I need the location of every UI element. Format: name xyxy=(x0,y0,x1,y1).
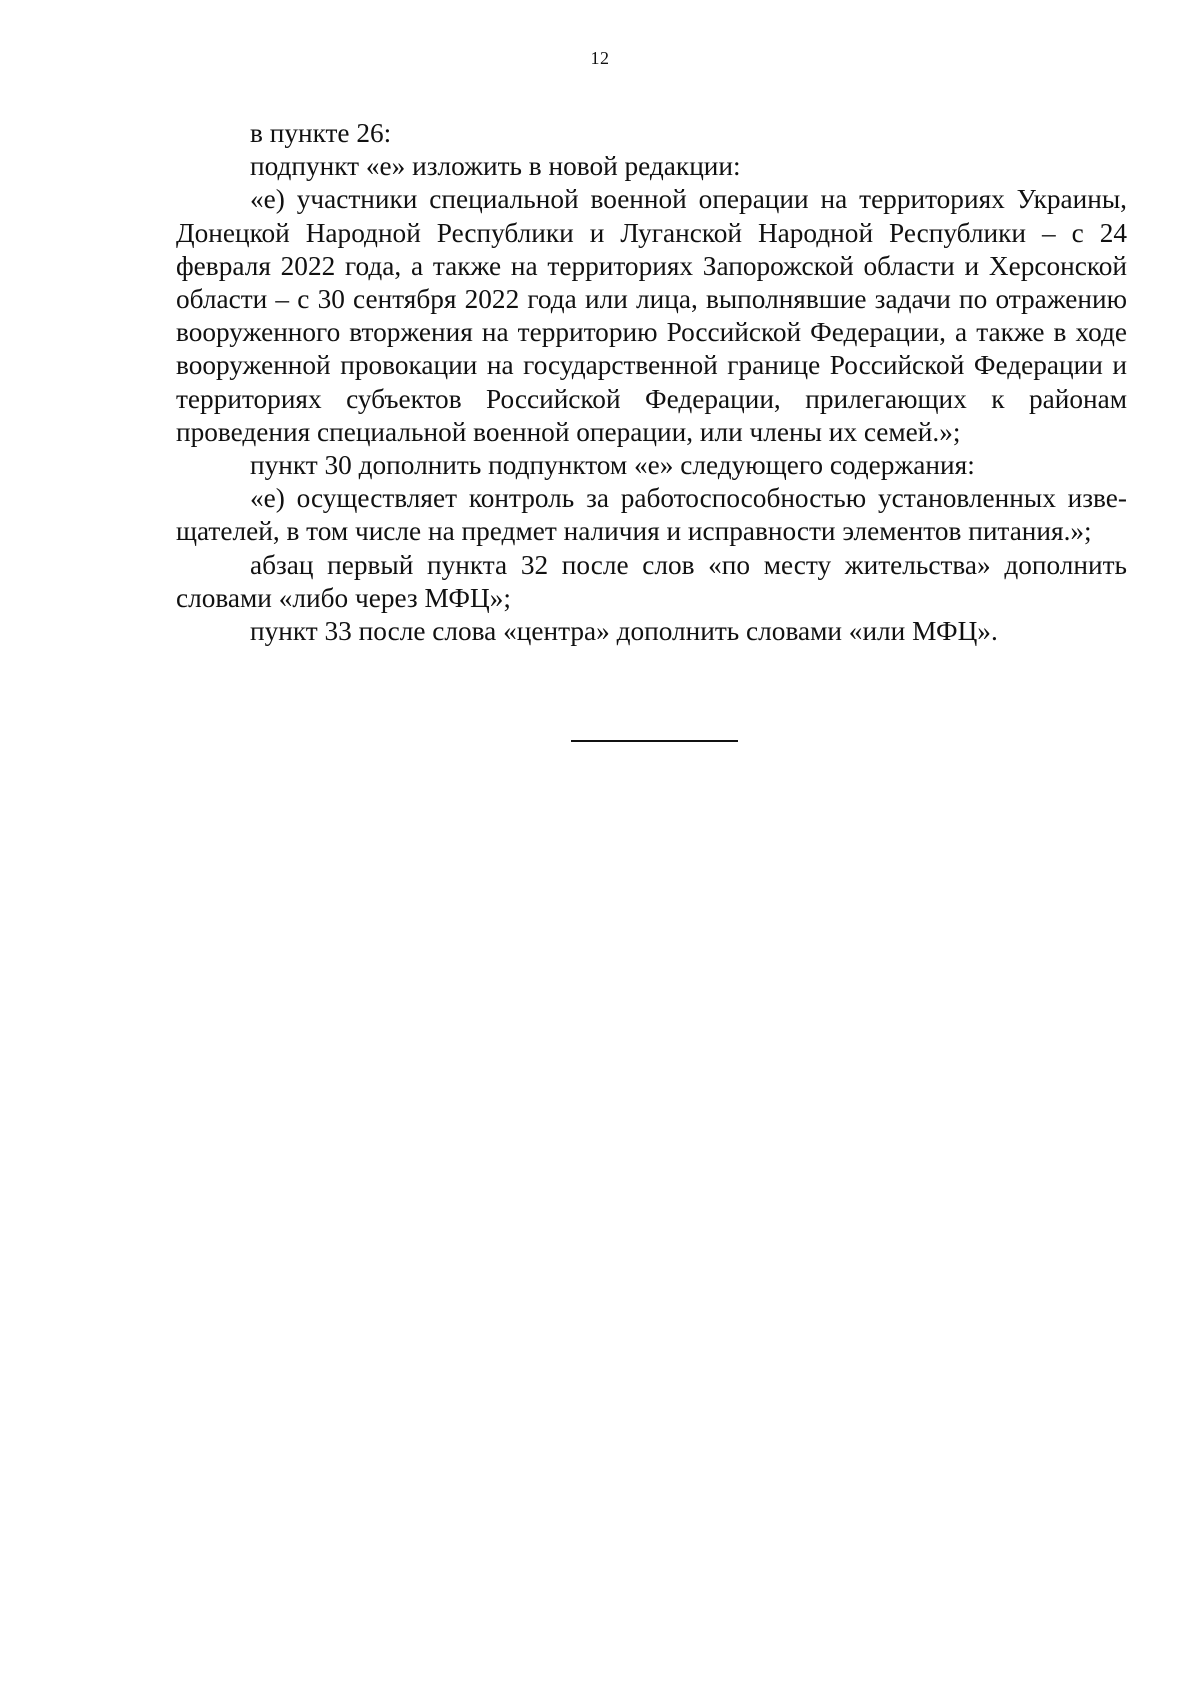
paragraph-point-30-subpoint-e: «е) осуществляет контроль за работоспособностью установленных извещателей, в том числе на предмет наличия и исправности элементов питания.»; xyxy=(176,483,1127,547)
paragraph-point-30: пункт 30 дополнить подпунктом «е» следующего содержания: xyxy=(250,450,975,481)
paragraph-point-32: абзац первый пункта 32 после слов «по месту жительства» дополнить словами «либо через МФЦ»; xyxy=(176,549,1127,613)
paragraph-subpoint-e-text: «е) участники специальной военной операции на территориях Украины, Донецкой Народной Республики и Луганской Народной Республики – с 24 февраля 2022 года, а также на территориях Запорожской области и Херсонской области – с 30 сентября 2022 года или лица, выполнявшие задачи по отражению вооруженного вторжения на территорию Российской Федерации, а также в ходе вооруженной провокации на государственной границе Российской Федерации и территориях субъектов Российской Федерации, прилегающих к районам проведения специальной военной операции, или члены их семей.»; xyxy=(176,184,1127,447)
end-separator-line xyxy=(571,740,738,742)
paragraph-point-26: в пункте 26: xyxy=(250,118,392,148)
paragraph-point-33: пункт 33 после слова «центра» дополнить словами «или МФЦ». xyxy=(250,616,998,647)
document-body xyxy=(176,117,1127,648)
page-number: 12 xyxy=(590,48,610,68)
paragraph-subpoint-e-new-edition: подпункт «е» изложить в новой редакции: xyxy=(250,151,741,182)
